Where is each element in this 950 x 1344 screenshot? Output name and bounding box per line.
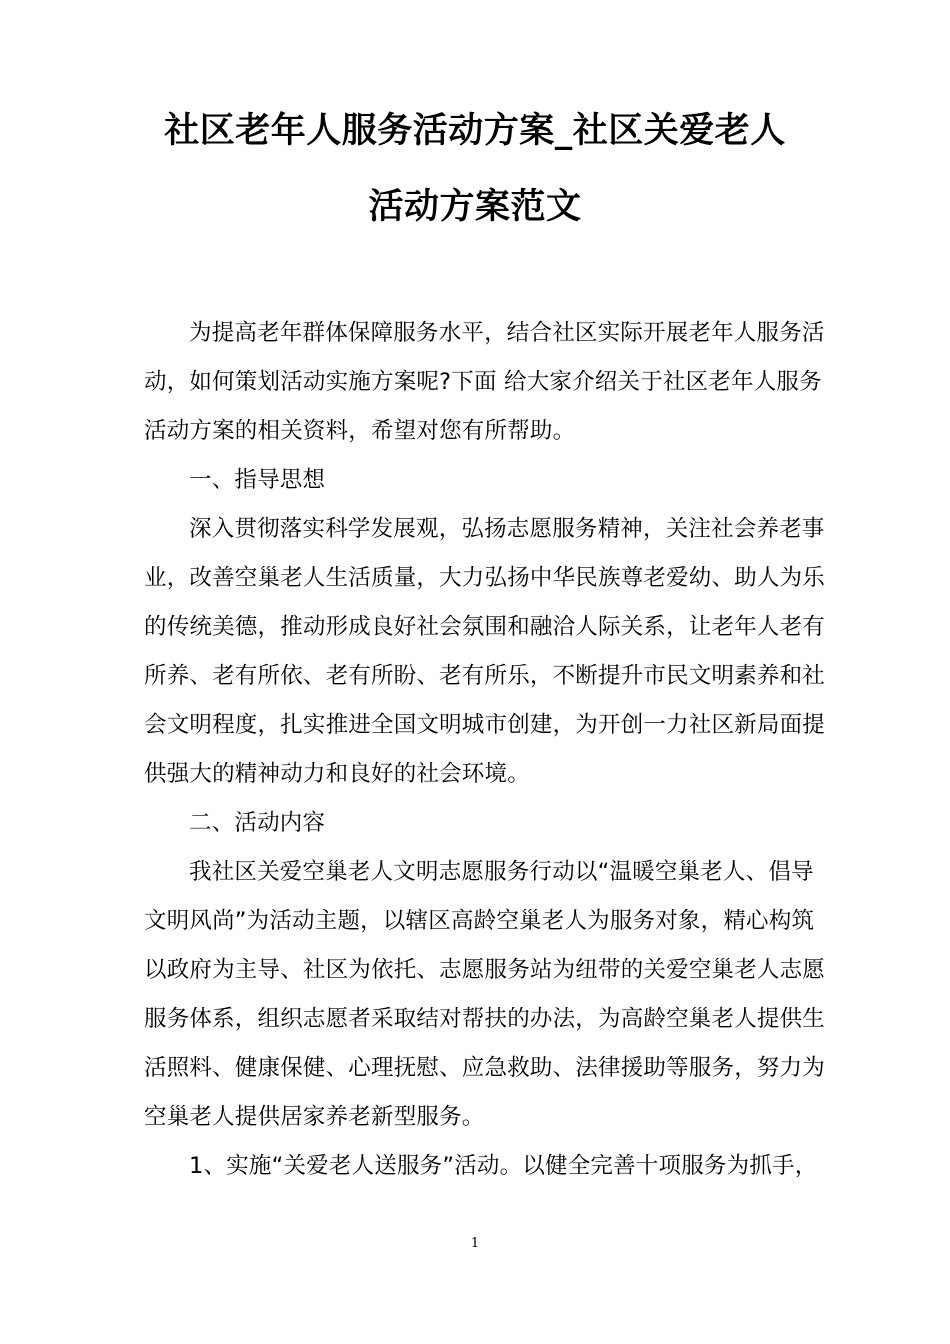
- body-line: 文明风尚”为活动主题，以辖区高龄空巢老人为服务对象，精心构筑: [144, 908, 815, 934]
- page-number: 1: [470, 1236, 480, 1251]
- body-line: 我社区关爱空巢老人文明志愿服务行动以“温暖空巢老人、倡导: [189, 859, 814, 885]
- body-line: 的传统美德，推动形成良好社会氛围和融洽人际关系，让老年人老有: [144, 614, 826, 640]
- body-line: 以政府为主导、社区为依托、志愿服务站为纽带的关爱空巢老人志愿: [144, 957, 826, 983]
- body-line: 1、实施“关爱老人送服务”活动。以健全完善十项服务为抓手，: [189, 1153, 818, 1179]
- body-line: 会文明程度，扎实推进全国文明城市创建，为开创一力社区新局面提: [144, 712, 826, 738]
- body-line: 服务体系，组织志愿者采取结对帮扶的办法，为高龄空巢老人提供生: [144, 1006, 826, 1032]
- section-heading: 二、活动内容: [189, 810, 326, 836]
- document-title-line-1: 社区老年人服务活动方案_社区关爱老人: [164, 111, 786, 151]
- body-line: 空巢老人提供居家养老新型服务。: [144, 1104, 485, 1130]
- body-line: 活照料、健康保健、心理抚慰、应急救助、法律援助等服务，努力为: [144, 1055, 826, 1081]
- document-title-line-2: 活动方案范文: [368, 187, 582, 227]
- body-line: 为提高老年群体保障服务水平，结合社区实际开展老年人服务活: [189, 320, 825, 346]
- body-line: 活动方案的相关资料，希望对您有所帮助。: [144, 418, 576, 444]
- body-line: 动，如何策划活动实施方案呢?下面 给大家介绍关于社区老年人服务: [144, 369, 822, 395]
- body-line: 所养、老有所依、老有所盼、老有所乐，不断提升市民文明素养和社: [144, 663, 826, 689]
- section-heading: 一、指导思想: [189, 467, 326, 493]
- body-line: 深入贯彻落实科学发展观，弘扬志愿服务精神，关注社会养老事: [189, 516, 825, 542]
- body-line: 供强大的精神动力和良好的社会环境。: [144, 761, 530, 787]
- document-body: [144, 309, 826, 1191]
- body-line: 业，改善空巢老人生活质量，大力弘扬中华民族尊老爱幼、助人为乐: [144, 565, 826, 591]
